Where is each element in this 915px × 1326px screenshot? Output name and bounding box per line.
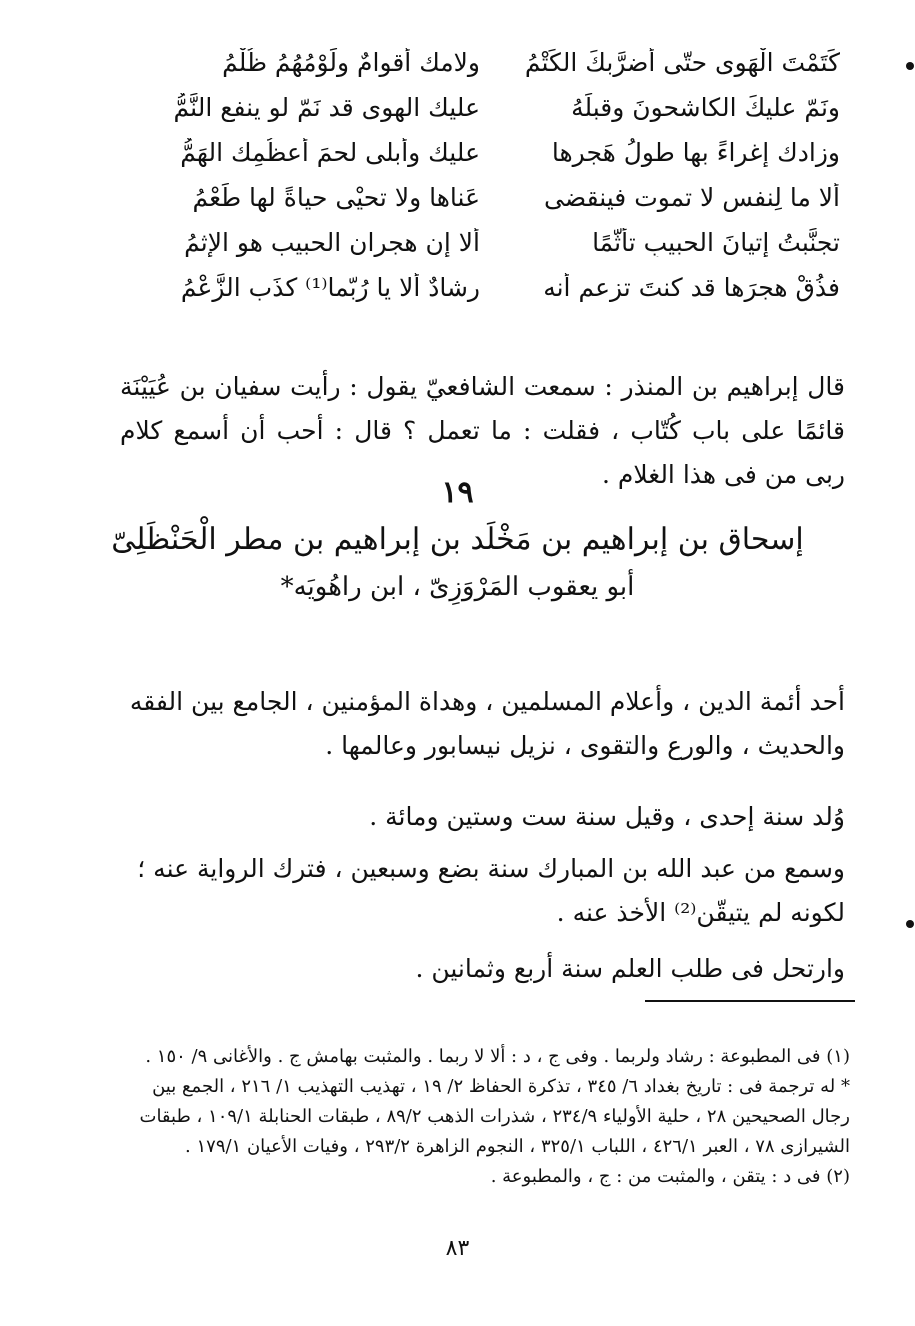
first-hemistich: وزادك إغراءً بها طولُ هَجرِها: [551, 138, 840, 167]
footnote-star: * له ترجمة فى : تاريخ بغداد ٦/ ٣٤٥ ، تذكرة الحفاظ ٢/ ١٩ ، تهذيب التهذيب ١/ ٢١٦ ، الجمع بين رجال الصحيحين ٢٨ ، حلية الأولياء ٢٣٤/٩ ، شذرات الذهب ٨٩/٢ ، طبقات الحنابلة ١٠٩/١ ، طبقات الشيرازى ٧٨ ، العبر ٤٢٦/١ ، اللباب ٣٢٥/١ ، النجوم الزاهرة ٢٩٣/٢ ، وفيات الأعيان ١٧٩/١ .: [139, 1076, 850, 1157]
first-hemistich: تجنَّبتُ إتيانَ الحبيبِ تأثُّمًا: [592, 228, 840, 257]
first-hemistich: ألا ما لِنفسٍ لا تموت فينقضى: [544, 183, 840, 212]
first-hemistich: ونَمّ عليكَ الكاشحونَ وقبلَهُ: [571, 93, 840, 122]
footnote-1: (١) فى المطبوعة : رشاد ولربما . وفى ج ، د : ألا لا ربما . والمثبت بهامش ج . والأغانى ٩/ ١٥٠ .: [145, 1046, 850, 1067]
bio-paragraph: أحد أئمة الدين ، وأعلام المسلمين ، وهداة المؤمنين ، الجامع بين الفقه والحديث ، والورع والتقوى ، نزيل نيسابور وعالمها .: [129, 687, 845, 760]
poem-verse: [150, 40, 840, 85]
page-number: ٨٣: [445, 1236, 470, 1261]
margin-mark: [906, 920, 914, 928]
second-hemistich: عليك وأبلى لحمَ أعظُمِك الهَمُّ: [180, 138, 480, 167]
first-hemistich: فذُقْ هجرَها قد كنتَ تزعم أنه: [543, 273, 840, 302]
second-hemistich: عَناها ولا تحيْى حياةً لها طَعْمُ: [192, 183, 480, 212]
poem: [150, 40, 840, 310]
footnotes: [125, 1042, 850, 1192]
poem-verse: [150, 265, 840, 310]
entry-title: إسحاق بن إبراهيم بن مَخْلَد بن إبراهيم بن مطر الْحَنْظَلِىّ: [111, 522, 804, 557]
entry-subtitle: أبو يعقوب المَرْوَزِىّ ، ابن راهُويَه*: [280, 572, 635, 602]
poem-verse: [150, 220, 840, 265]
narration-paragraph: قال إبراهيم بن المنذر : سمعت الشافعيّ يقول : رأيت سفيان بن عُيَيْنَة قائمًا على باب كُتّاب ، فقلت : ما تعمل ؟ قال : أحب أن أسمع كلام ربى من فى هذا الغلام .: [120, 372, 845, 489]
footnote-2: (٢) فى د : يتقن ، والمثبت من : ج ، والمطبوعة .: [490, 1166, 850, 1187]
bio-paragraph: وارتحل فى طلب العلم سنة أربع وثمانين .: [415, 954, 845, 983]
first-hemistich: كَتَمْتَ الْهَوى حتّى أَضرَّبكَ الكَتْمُ: [524, 48, 840, 77]
bio-paragraph: وسمع من عبد الله بن المبارك سنة بضع وسبعين ، فترك الرواية عنه ؛ لكونه لم يتيقّن⁽²⁾ الأخذ عنه .: [137, 854, 845, 927]
bio-paragraph: وُلد سنة إحدى ، وقيل سنة ست وستين ومائة .: [369, 802, 845, 831]
margin-mark: [906, 62, 914, 70]
second-hemistich: ولامك أقوامٌ ولَوْمُهُمُ ظُلْمُ: [222, 48, 480, 77]
entry-number: ١٩: [441, 475, 474, 510]
footnote-divider: [645, 1000, 855, 1002]
poem-verse: [150, 85, 840, 130]
poem-verse: [150, 175, 840, 220]
second-hemistich: عليك الهوى قد نَمّ لو ينفع النَّمُّ: [173, 93, 480, 122]
second-hemistich: ألا إن هجران الحبيب هو الإثمُ: [184, 228, 480, 257]
second-hemistich: رشادٌ ألا يا رُبّما⁽¹⁾ كذَب الزَّعْمُ: [180, 273, 480, 302]
poem-verse: [150, 130, 840, 175]
